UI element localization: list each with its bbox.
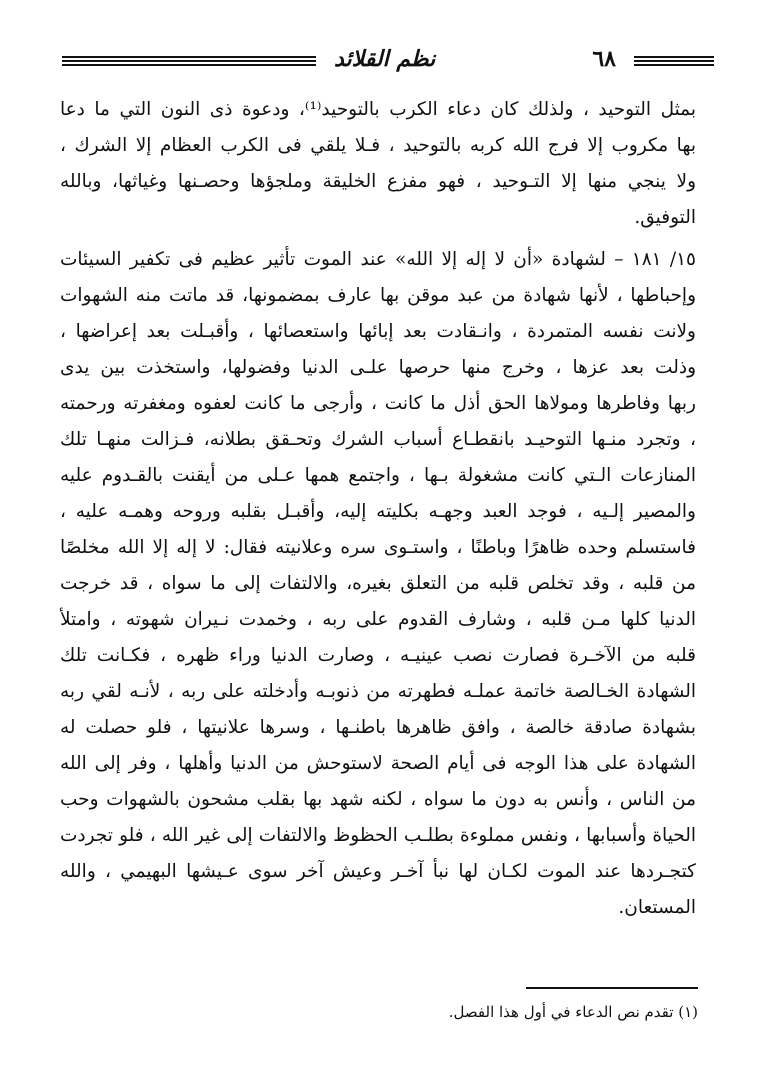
header-rule-right	[634, 56, 714, 68]
text-line: وذلت بعد عزها ، وخرج منها حرصها علـى الدنيا وفضولها، واستخذت بين يدى	[60, 357, 696, 378]
text-line: ولانت نفسه المتمردة ، وانـقادت بعد إبائها واستعصائها ، وأقبـلت بعد إعراضها ،	[60, 321, 696, 342]
text-line: ربها وفاطرها ومولاها الحق أذل ما كانت ، وأرجى ما كانت لعفوه ومغفرته ورحمته	[60, 393, 696, 414]
text-line: ولا ينجي منها إلا التـوحيد ، فهو مفزع الخليقة وملجؤها وحصـنها وغياثها، وبالله	[60, 171, 696, 192]
header-rule-left	[62, 56, 316, 68]
footnote-separator	[526, 987, 698, 989]
text-line: الدنيا كلها مـن قلبه ، وشارف القدوم على ربه ، وخمدت نـيران شهوته ، وامتلأ	[60, 609, 696, 630]
text-line: قلبه من الآخـرة فصارت نصب عينيـه ، وصارت الدنيا وراء ظهره ، فكـانت تلك	[60, 645, 696, 666]
page-number: ٦٨	[592, 46, 616, 72]
text-line: التوفيق.	[634, 207, 696, 228]
text-line: فاستسلم وحده ظاهرًا وباطنًا ، واستـوى سره وعلانيته فقال: لا إله إلا الله مخلصًا	[60, 537, 696, 558]
page-header	[62, 44, 714, 80]
text-line: ١٥/ ١٨١ – لشهادة «أن لا إله إلا الله» عند الموت تأثير عظيم فى تكفير السيئات	[60, 249, 696, 270]
running-title: نظم القلائد	[334, 46, 436, 72]
text-line: بشهادة صادقة خالصة ، وافق ظاهرها باطنـها ، وسرها علانيتها ، فلو حصلت له	[60, 717, 696, 738]
text-line: والمصير إلـيه ، فوجد العبد وجهـه بكليته إليه، وأقبـل بقلبه وروحه وهمـه عليه ،	[60, 501, 696, 522]
footnote: (١) تقدم نص الدعاء في أول هذا الفصل.	[448, 1003, 698, 1021]
text-line: وإحباطها ، لأنها شهادة من عبد موقن بها عارف بمضمونها، قد ماتت منه الشهوات	[60, 285, 696, 306]
text-line: بها مكروب إلا فرج الله كربه بالتوحيد ، فـلا يلقي فى الكرب العظام إلا الشرك ،	[60, 135, 696, 156]
text-line: كتجـردها عند الموت لكـان لها نبأ آخـر وعيش آخر سوى عـيشها البهيمي ، والله	[60, 861, 696, 882]
text-line: الشهادة على هذا الوجه فى أيام الصحة لاستوحش من الدنيا وأهلها ، وفر إلى الله	[60, 753, 696, 774]
body-text	[60, 92, 696, 926]
text-line: المنازعات الـتي كانت مشغولة بـها ، واجتمع همها عـلى من أيقنت بالقـدوم عليه	[60, 465, 696, 486]
text-line: بمثل التوحيد ، ولذلك كان دعاء الكرب بالتوحيد⁽¹⁾، ودعوة ذى النون التي ما دعا	[60, 99, 697, 120]
text-line: ، وتجرد منـها التوحيـد بانقطـاع أسباب الشرك وتحـقق بطلانه، فـزالت منهـا تلك	[60, 429, 696, 450]
paragraph-1	[60, 92, 696, 236]
text-line: المستعان.	[618, 897, 696, 918]
text-line: من قلبه ، وقد تخلص قلبه من التعلق بغيره، والالتفات إلى ما سواه ، قد خرجت	[60, 573, 696, 594]
paragraph-2	[60, 242, 696, 926]
text-line: من الناس ، وأنس به دون ما سواه ، لكنه شهد بها بقلب مشحون بالشهوات وحب	[60, 789, 696, 810]
text-line: الحياة وأسبابها ، ونفس مملوءة بطلـب الحظوظ والالتفات إلى غير الله ، فلو تجردت	[60, 825, 696, 846]
text-line: الشهادة الخـالصة خاتمة عملـه فطهرته من ذنوبـه وأدخلته على ربه ، لأنـه لقي ربه	[60, 681, 696, 702]
